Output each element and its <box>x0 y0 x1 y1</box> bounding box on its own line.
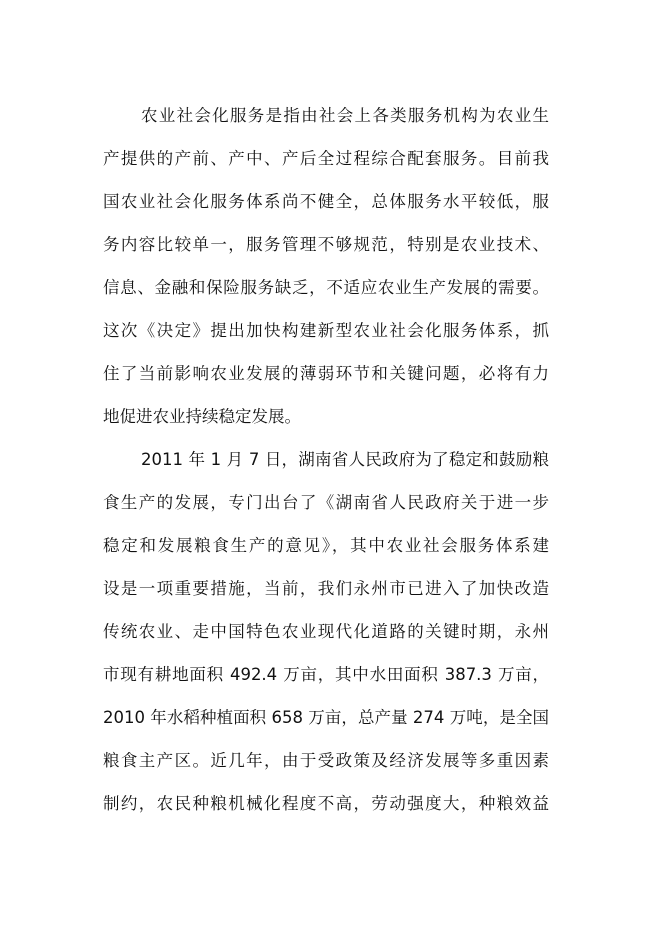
paragraph-1-line-6: 这次《决定》提出加快构建新型农业社会化服务体系，抓 <box>103 321 549 340</box>
paragraph-1-line-4: 务内容比较单一，服务管理不够规范，特别是农业技术、 <box>103 235 549 254</box>
paragraph-2-line-9: 制约，农民种粮机械化程度不高，劳动强度大，种粮效益 <box>103 794 549 813</box>
paragraph-2-line-8: 粮食主产区。近几年，由于受政策及经济发展等多重因素 <box>103 751 549 770</box>
paragraph-1-line-2: 产提供的产前、产中、产后全过程综合配套服务。目前我 <box>103 149 549 168</box>
paragraph-2-line-3: 稳定和发展粮食生产的意见》，其中农业社会服务体系建 <box>103 536 549 555</box>
paragraph-2-line-1: 2011 年 1 月 7 日，湖南省人民政府为了稳定和鼓励粮 <box>141 450 549 469</box>
paragraph-2-line-6: 市现有耕地面积 492.4 万亩，其中水田面积 387.3 万亩， <box>103 665 549 684</box>
paragraph-2-line-5: 传统农业、走中国特色农业现代化道路的关键时期，永州 <box>103 622 549 641</box>
paragraph-1-line-7: 住了当前影响农业发展的薄弱环节和关键问题，必将有力 <box>103 364 549 383</box>
paragraph-2-line-4: 设是一项重要措施，当前，我们永州市已进入了加快改造 <box>103 579 549 598</box>
paragraph-1-line-8: 地促进农业持续稳定发展。 <box>103 407 301 426</box>
paragraph-1-line-5: 信息、金融和保险服务缺乏，不适应农业生产发展的需要。 <box>103 278 549 297</box>
paragraph-2-line-2: 食生产的发展，专门出台了《湖南省人民政府关于进一步 <box>103 493 549 512</box>
paragraph-1-line-1: 农业社会化服务是指由社会上各类服务机构为农业生 <box>141 106 549 125</box>
paragraph-1-line-3: 国农业社会化服务体系尚不健全，总体服务水平较低，服 <box>103 192 549 211</box>
paragraph-2-line-7: 2010 年水稻种植面积 658 万亩，总产量 274 万吨，是全国 <box>103 708 549 727</box>
